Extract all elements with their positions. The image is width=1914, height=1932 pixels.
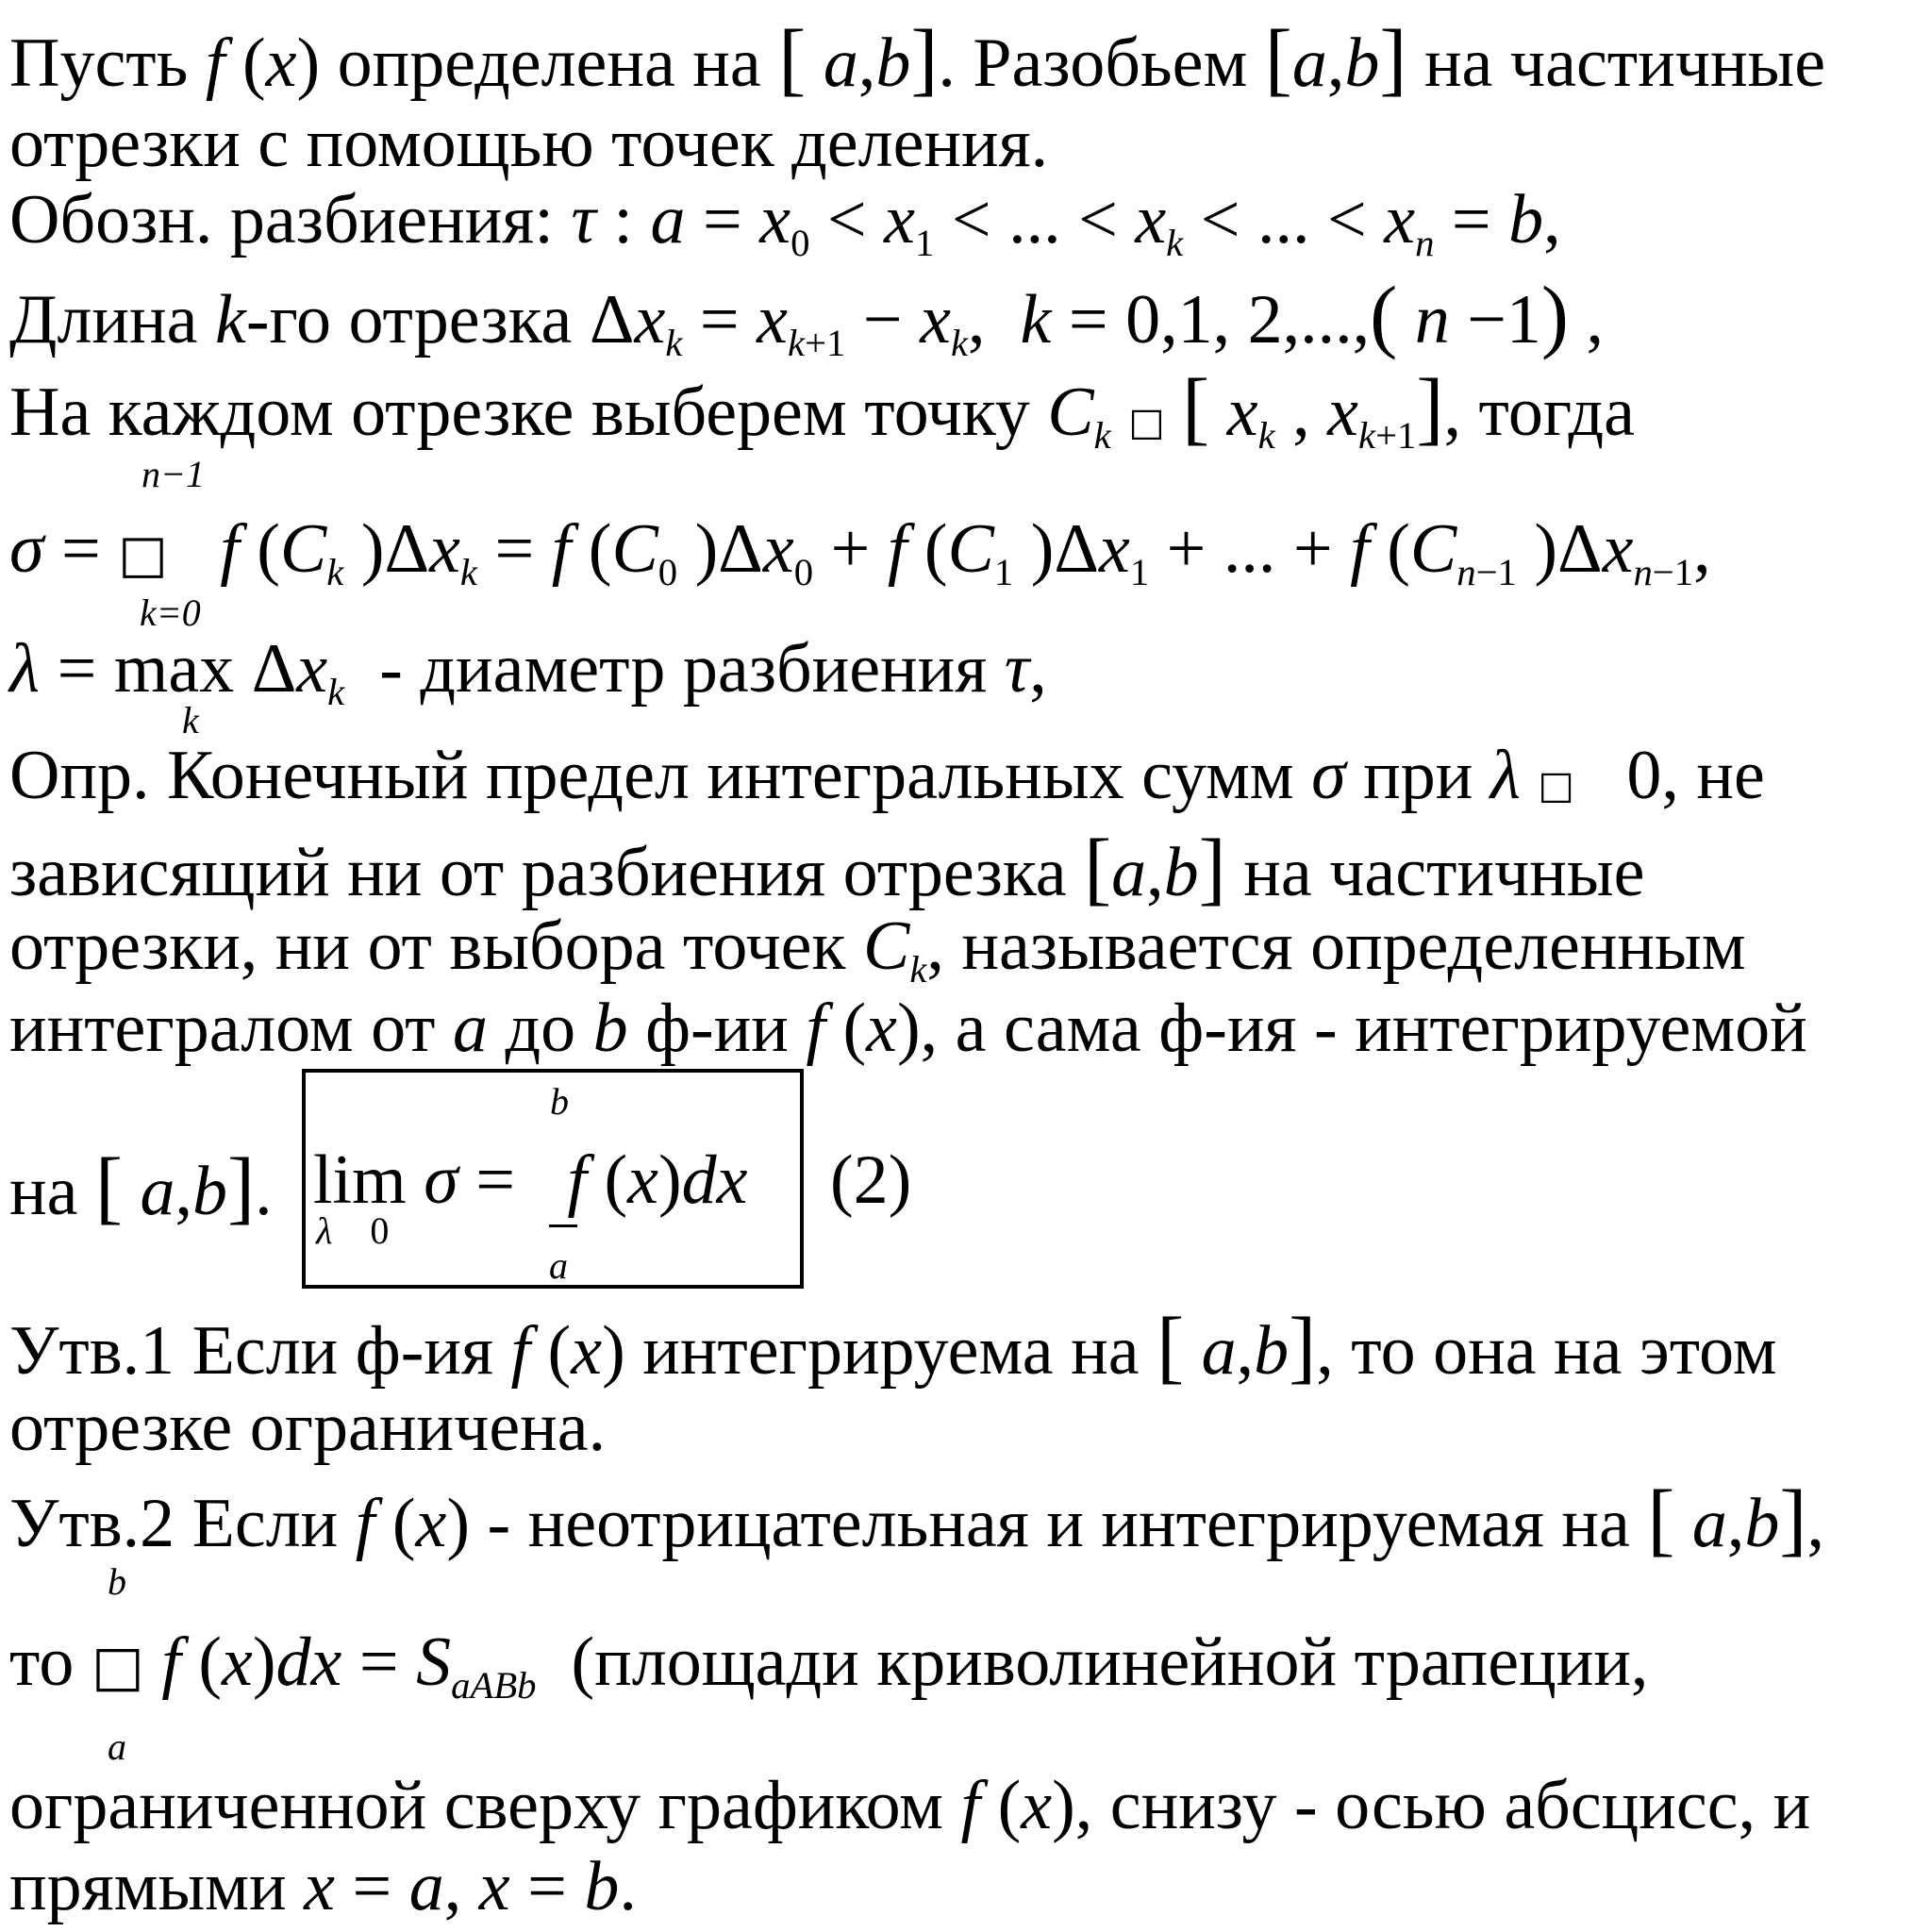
- sum-upper-limit: n−1: [141, 453, 205, 495]
- line-12: на [ a,b].: [9, 1141, 273, 1232]
- line-1: Пусть f (x) определена на [ a,b]. Разобьем [a,b] на частичные: [9, 12, 1826, 104]
- text: интегрируема на: [642, 1312, 1140, 1390]
- line-6-integral-sum: σ = □ f ($C_k$ )$\Delta x_k = f$ ($C_0$ )$\Delta x_0 + f$ ($C_1$ )$\Delta x_1$ + ... + f ($C_{n-1}$ )$\Delta x_{n-1}$,: [9, 510, 1711, 594]
- line-18: прямыми x = a, x = b.: [9, 1848, 637, 1925]
- text: Пусть: [9, 25, 189, 102]
- line-7-diameter: $\lambda = \max \Delta x_k$ - диаметр разбиения τ,: [9, 630, 1047, 714]
- line-4-length: Длина k-го отрезка $\Delta x_k = x_{k+1} - x_k$, k = 0,1, 2,...,( n −1) ,: [9, 269, 1604, 365]
- missing-glyph: □: [118, 524, 168, 585]
- text: На каждом отрезке выберем точку: [9, 374, 1030, 451]
- missing-glyph: □: [91, 1633, 144, 1698]
- text: на: [9, 1153, 78, 1230]
- text: ограниченной сверху графиком: [9, 1767, 944, 1844]
- text: Утв.1 Если ф-ия: [9, 1312, 493, 1390]
- text: , то она на этом: [1316, 1312, 1777, 1390]
- text: Длина: [9, 281, 198, 358]
- text: определена на: [337, 25, 761, 102]
- line-13-statement-1: Утв.1 Если ф-ия f (x) интегрируема на [ a,b], то она на этом: [9, 1300, 1777, 1391]
- missing-glyph: □: [1128, 399, 1165, 444]
- text: (2): [830, 1141, 912, 1219]
- line-8-definition: Опр. Конечный предел интегральных сумм σ при λ □ 0, не: [9, 737, 1765, 814]
- text: отрезки, ни от выбора точек: [9, 908, 846, 985]
- text: Обозн. разбиения:: [9, 181, 554, 258]
- text: Утв.2 Если: [9, 1485, 339, 1562]
- text: , снизу - осью абсцисс, и: [1074, 1767, 1811, 1844]
- text: до: [505, 990, 576, 1067]
- max-subscript: k: [182, 699, 199, 741]
- formula-number: [830, 1141, 912, 1219]
- integral-lower-limit: a: [549, 1244, 568, 1287]
- limit-subscript: λ 0: [316, 1209, 390, 1252]
- text: ф-ии: [645, 990, 789, 1067]
- text: а сама ф-ия - интегрируемой: [955, 990, 1807, 1067]
- text: на частичные: [1423, 25, 1826, 102]
- text: интегралом от: [9, 990, 436, 1067]
- integral-lower-limit-2: a: [108, 1725, 126, 1768]
- text: при: [1363, 737, 1473, 814]
- missing-glyph: □: [1538, 762, 1574, 808]
- integral-sign-fragment: [549, 1224, 577, 1227]
- text: -го отрезка: [245, 281, 573, 358]
- line-2: [9, 105, 1049, 182]
- line-15-statement-2: Утв.2 Если f (x) - неотрицательная и интегрируемая на [ a,b],: [9, 1473, 1824, 1564]
- text: прямыми: [9, 1848, 287, 1925]
- line-10: отрезки, ни от выбора точек $C_k$, называется определенным: [9, 908, 1746, 991]
- text: (площади криволинейной трапеции,: [571, 1624, 1649, 1701]
- line-11: интегралом от a до b ф-ии f (x), а сама ф-ия - интегрируемой: [9, 990, 1807, 1067]
- line-14: [9, 1389, 607, 1466]
- text: Опр. Конечный предел интегральных сумм: [9, 737, 1294, 814]
- text: тогда: [1478, 374, 1635, 451]
- text: отрезке ограничена.: [9, 1389, 607, 1466]
- text: не: [1696, 737, 1765, 814]
- line-3-partition: Обозн. разбиения: τ : $a = x_0 < x_1$ < ... < $x_k$ < ... < $x_n = b$,: [9, 181, 1561, 265]
- line-5-point: На каждом отрезке выберем точку $C_k$ □ [ $x_k$ , $x_{k+1}$], тогда: [9, 361, 1635, 458]
- text: зависящий ни от разбиения отрезка: [9, 834, 1067, 911]
- text: то: [9, 1624, 75, 1701]
- integral-upper-limit-2: b: [108, 1560, 126, 1603]
- limit-formula: lim σ = f (x)dx: [313, 1141, 748, 1219]
- sum-lower-limit: k=0: [140, 591, 201, 634]
- line-9: зависящий ни от разбиения отрезка [a,b] на частичные: [9, 822, 1645, 913]
- text: отрезки с помощью точек деления.: [9, 105, 1049, 182]
- text: - диаметр разбиения: [379, 630, 988, 708]
- line-16-area: то □ f $(x)dx = S_{aABb}$ (площади криволинейной трапеции,: [9, 1624, 1649, 1707]
- text: . Разобьем: [938, 25, 1248, 102]
- text: на частичные: [1243, 834, 1645, 911]
- text: - неотрицательная и интегрируемая на: [487, 1485, 1630, 1562]
- integral-upper-limit: b: [550, 1080, 569, 1123]
- text: называется определенным: [961, 908, 1746, 985]
- line-17: ограниченной сверху графиком f (x), снизу - осью абсцисс, и: [9, 1767, 1811, 1844]
